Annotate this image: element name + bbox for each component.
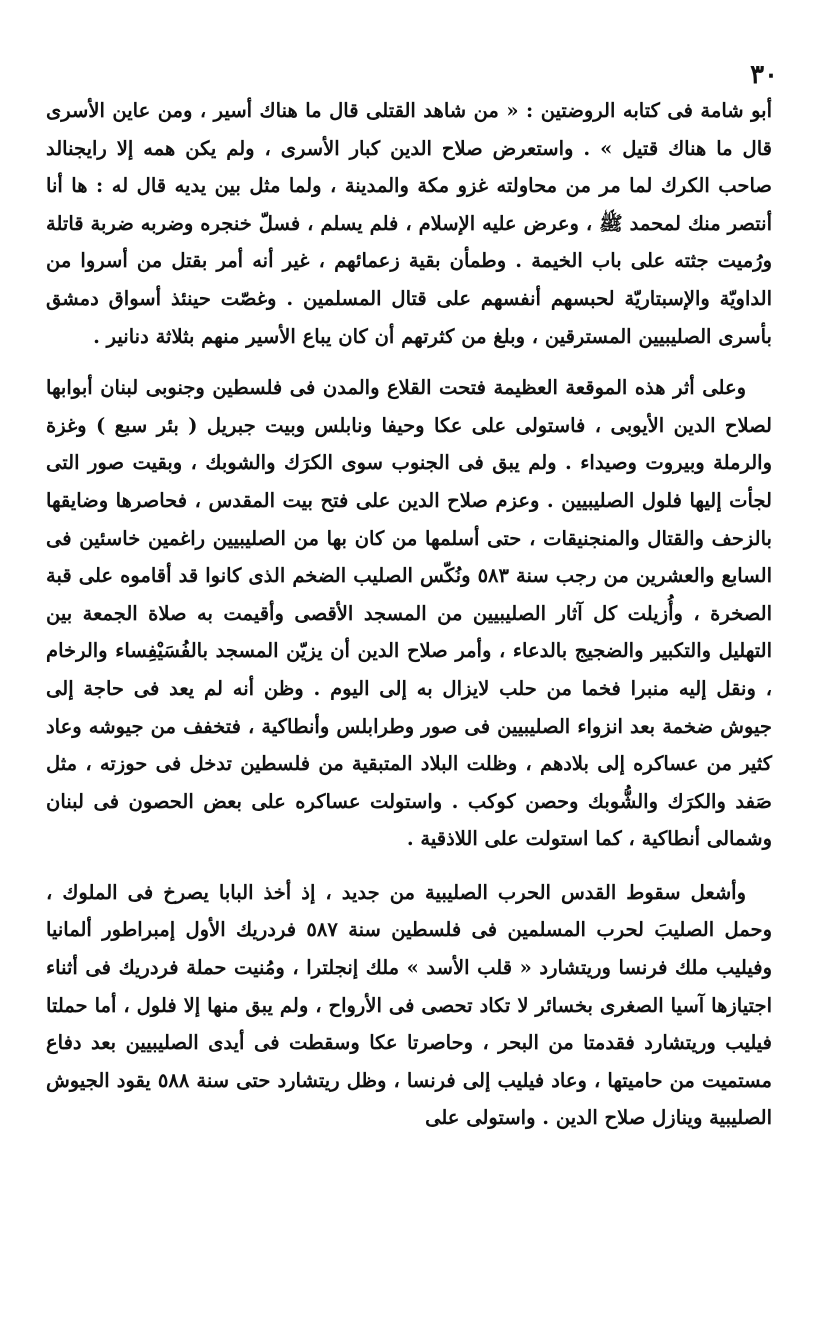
paragraph-3: وأشعل سقوط القدس الحرب الصليبية من جديد ، إذ أخذ البابا يصرخ فى الملوك ، وحمل الصليبَ لحرب المسلمين فى فلسطين سنة ٥٨٧ فردريك الأول إمبراطور ألمانيا وفيليب ملك فرنسا وريتشارد « قلب الأسد » ملك إنجلترا ، ومُنيت حملة فردريك فى أثناء اجتيازها آسيا الصغرى بخسائر لا تكاد تحصى فى الأرواح ، ولم يبق منها إلا فلول ، أما حملتا فيليب وريتشارد فقدمتا من البحر ، وحاصرتا عكا وسقطت فى أيدى الصليبيين بعد دفاع مستميت من حاميتها ، وعاد فيليب إلى فرنسا ، وظل ريتشارد حتى سنة ٥٨٨ يقود الجيوش الصليبية وينازل صلاح الدين . واستولى على — [46, 880, 772, 1130]
page-number: ٣٠ — [750, 60, 778, 90]
paragraph-2: وعلى أثر هذه الموقعة العظيمة فتحت القلاع والمدن فى فلسطين وجنوبى لبنان أبوابها لصلاح الدين الأيوبى ، فاستولى على عكا وحيفا ونابلس وبيت جبريل ( بئر سبع ) وغزة والرملة وبيروت وصيداء . ولم يبق فى الجنوب سوى الكرَك والشوبك ، وبقيت صور التى لجأت إليها فلول الصليبيين . وعزم صلاح الدين على فتح بيت المقدس ، فحاصرها وضايقها بالزحف والقتال والمنجنيقات ، حتى أسلمها من كان بها من الصليبيين راغمين خاسئين فى السابع والعشرين من رجب سنة ٥٨٣ ونُكّس الصليب الضخم الذى كانوا قد أقاموه على قبة الصخرة ، وأُزيلت كل آثار الصليبيين من المسجد الأقصى وأقيمت به صلاة الجمعة بين التهليل والتكبير والضجيج بالدعاء ، وأمر صلاح الدين أن يزيّن المسجد بالفُسَيْفِساء والرخام ، ونقل إليه منبرا فخما من حلب لايزال به إلى اليوم . وظن أنه لم يعد فى حاجة إلى جيوش ضخمة بعد انزواء الصليبيين فى صور وطرابلس وأنطاكية ، فتخفف من جيوشه وعاد كثير من عساكره إلى بلادهم ، وظلت البلاد المتبقية من فلسطين تدخل فى حوزته ، مثل صَفد والكرَك والشُّوبك وحصن كوكب . واستولت عساكره على بعض الحصون فى لبنان وشمالى أنطاكية ، كما استولت على اللاذقية . — [46, 376, 772, 851]
body-text — [46, 92, 772, 1137]
paragraph-1: أبو شامة فى كتابه الروضتين : « من شاهد القتلى قال ما هناك أسير ، ومن عاين الأسرى قال ما هناك قتيل » . واستعرض صلاح الدين كبار الأسرى ، ولم يكن همه إلا رايجنالد صاحب الكرك لما مر من محاولته غزو مكة والمدينة ، ولما مثل بين يديه قال له : ها أنا أنتصر منك لمحمد ﷺ ، وعرض عليه الإسلام ، فلم يسلم ، فسلّ خنجره وضربه ضربة قاتلة ورُميت جثته على باب الخيمة . وطمأن بقية زعمائهم ، غير أنه أمر بقتل من أسروا من الداويّة والإسبتاريّة لحبسهم أنفسهم على قتال المسلمين . وغصّت حينئذ أسواق دمشق بأسرى الصليبيين المسترقين ، وبلغ من كثرتهم أن كان يباع الأسير منهم بثلاثة دنانير . — [46, 99, 772, 348]
